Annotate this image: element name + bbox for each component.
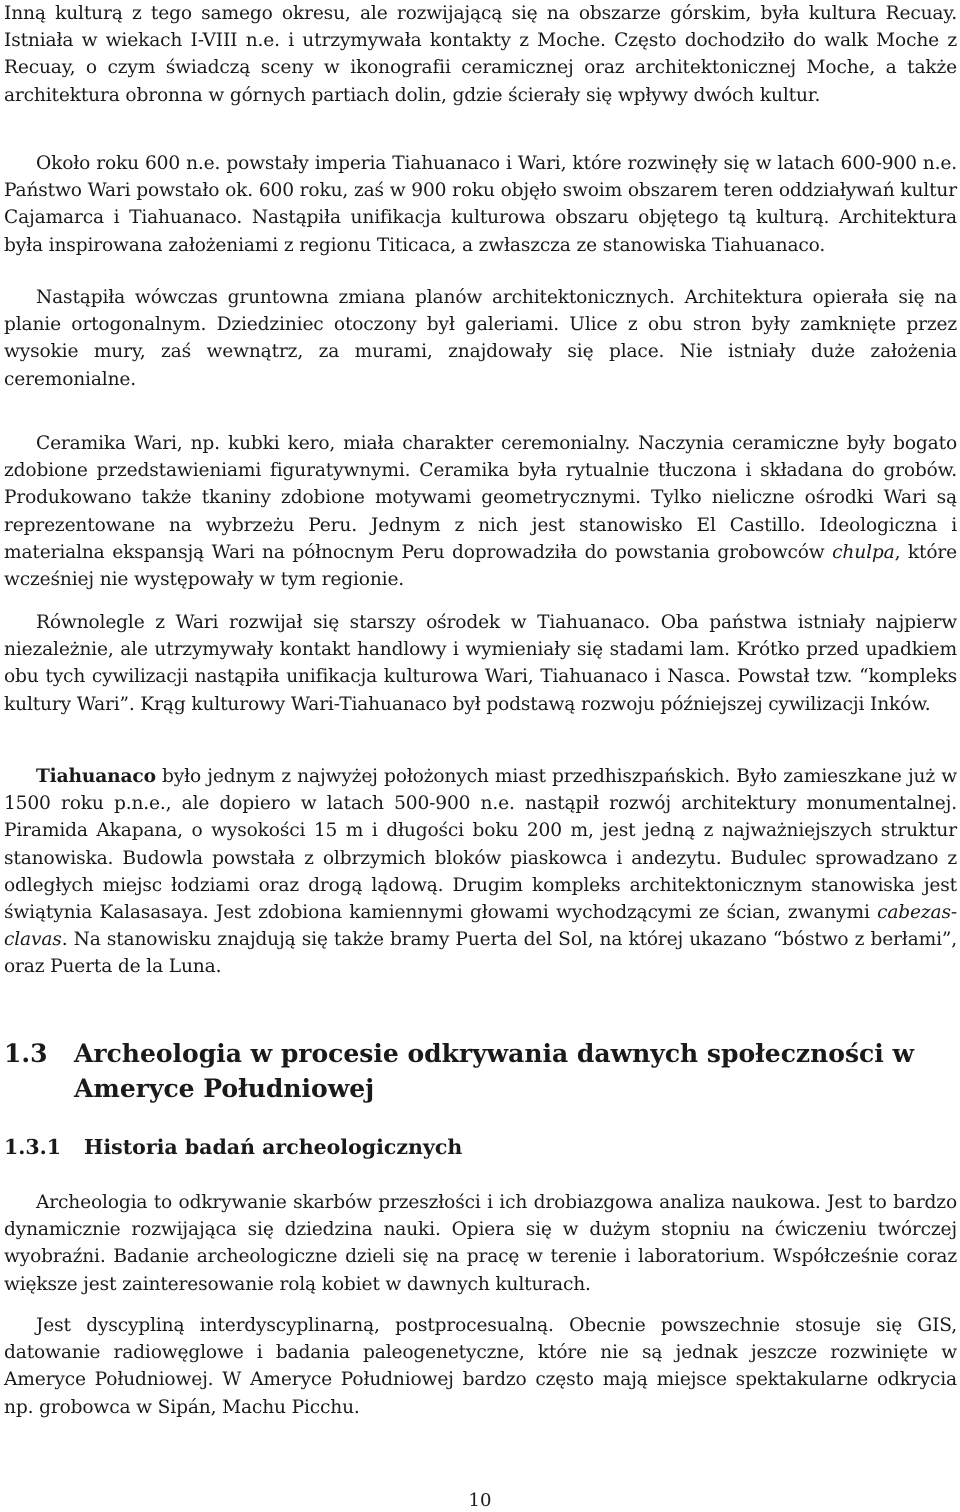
paragraph-tiahuanaco-city [4, 763, 957, 981]
section-title: Archeologia w procesie odkrywania dawnych społeczności w Ameryce Południowej [74, 1039, 914, 1103]
tiahuanaco-text-a: było jednym z najwyżej położonych miast przedhiszpańskich. Było zamieszkane już w 1500 roku p.n.e., ale dopiero w latach 500-900 n.e. nastąpił rozwój architektury monumentalnej. Piramida Akapana, o wysokości 15 m i długości boku 200 m, jest jedną z najważniejszych struktur stanowiska. Budowla powstała z olbrzymich bloków piaskowca i andezytu. Budulec sprowadzano z odległych miejsc łodziami oraz drogą lądową. Drugim kompleks architektonicznym stanowiska jest świątynia Kalasasaya. Jest zdobiona kamiennymi głowami wychodzącymi ze ścian, zwanymi [4, 766, 957, 924]
paragraph-interdisciplinary: Jest dyscypliną interdyscyplinarną, postprocesualną. Obecnie powszechnie stosuje się GIS, datowanie radiowęglowe i badania paleogenetyczne, które nie są jednak jeszcze rozwinięte w Ameryce Południowej. W Ameryce Południowej bardzo często mają miejsce spektakularne odkrycia np. grobowca w Sipán, Machu Picchu. [4, 1315, 957, 1418]
subsection-title: Historia badań archeologicznych [84, 1135, 463, 1159]
term-tiahuanaco: Tiahuanaco [36, 766, 156, 787]
paragraph-wari-tiahuanaco-parallel: Równolegle z Wari rozwijał się starszy ośrodek w Tiahuanaco. Oba państwa istniały najpierw niezależnie, ale utrzymywały kontakt handlowy i wymieniały się stadami lam. Krótko przed upadkiem obu tych cywilizacji nastąpiła unifikacja kulturowa Wari, Tiahuanaco i Nasca. Powstał tzw. “kompleks kultury Wari”. Krąg kulturowy Wari-Tiahuanaco był podstawą rozwoju późniejszej cywilizacji Inków. [4, 612, 957, 715]
paragraph-recuay: Inną kulturą z tego samego okresu, ale rozwijającą się na obszarze górskim, była kultura Recuay. Istniała w wiekach I-VIII n.e. i utrzymywała kontakty z Moche. Często dochodziło do walk Moche z Recuay, o czym świadczą sceny w ikonografii ceramicznej oraz architektonicznej Moche, a także architektura obronna w górnych partiach dolin, gdzie ścierały się wpływy dwóch kultur. [4, 3, 957, 106]
tiahuanaco-text-b: . Na stanowisku znajdują się także bramy Puerta del Sol, na której ukazano “bóstwo z berłami”, oraz Puerta de la Luna. [4, 929, 957, 978]
paragraph-archeology-definition: Archeologia to odkrywanie skarbów przeszłości i ich drobiazgowa analiza naukowa. Jest to bardzo dynamicznie rozwijająca się dziedzina nauki. Opiera się w dużym stopniu na ćwiczeniu twórczej wyobraźni. Badanie archeologiczne dzieli się na pracę w terenie i laboratorium. Współcześnie coraz większe jest zainteresowanie rolą kobiet w dawnych kulturach. [4, 1192, 957, 1295]
section-number: 1.3 [4, 1039, 48, 1068]
paragraph-tiahuanaco-wari: Około roku 600 n.e. powstały imperia Tiahuanaco i Wari, które rozwinęły się w latach 600-900 n.e. Państwo Wari powstało ok. 600 roku, zaś w 900 roku objęło swoim obszarem teren oddziaływań kultur Cajamarca i Tiahuanaco. Nastąpiła unifikacja kulturowa obszaru objętego tą kulturą. Architektura była inspirowana założeniami z regionu Titicaca, a zwłaszcza ze stanowiska Tiahuanaco. [4, 153, 957, 256]
wari-ceramics-text-a: Ceramika Wari, np. kubki kero, miała charakter ceremonialny. Naczynia ceramiczne były bogato zdobione przedstawieniami figuratywnymi. Ceramika była rytualnie tłuczona i składana do grobów. Produkowano także tkaniny zdobione motywami geometrycznymi. Tylko nieliczne ośrodki Wari są reprezentowane na wybrzeżu Peru. Jednym z nich jest stanowisko El Castillo. Ideologiczna i materialna ekspansją Wari na północnym Peru doprowadziła do powstania grobowców [4, 433, 957, 563]
paragraph-architecture-change: Nastąpiła wówczas gruntowna zmiana planów architektonicznych. Architektura opierała się na planie ortogonalnym. Dziedziniec otoczony był galeriami. Ulice z obu stron były zamknięte przez wysokie mury, zaś wewnątrz, za murami, znajdowały się place. Nie istniały duże założenia ceremonialne. [4, 287, 957, 390]
section-heading [4, 1036, 957, 1106]
term-cabezas-clavas: cabezas-clavas [4, 902, 957, 951]
subsection-number: 1.3.1 [4, 1135, 62, 1159]
wari-ceramics-text-b: , które wcześniej nie występowały w tym regionie. [4, 541, 957, 591]
paragraph-wari-ceramics [4, 430, 957, 593]
term-chulpa: chulpa [832, 541, 895, 563]
subsection-heading [4, 1133, 957, 1161]
page-number: 10 [468, 1490, 492, 1511]
